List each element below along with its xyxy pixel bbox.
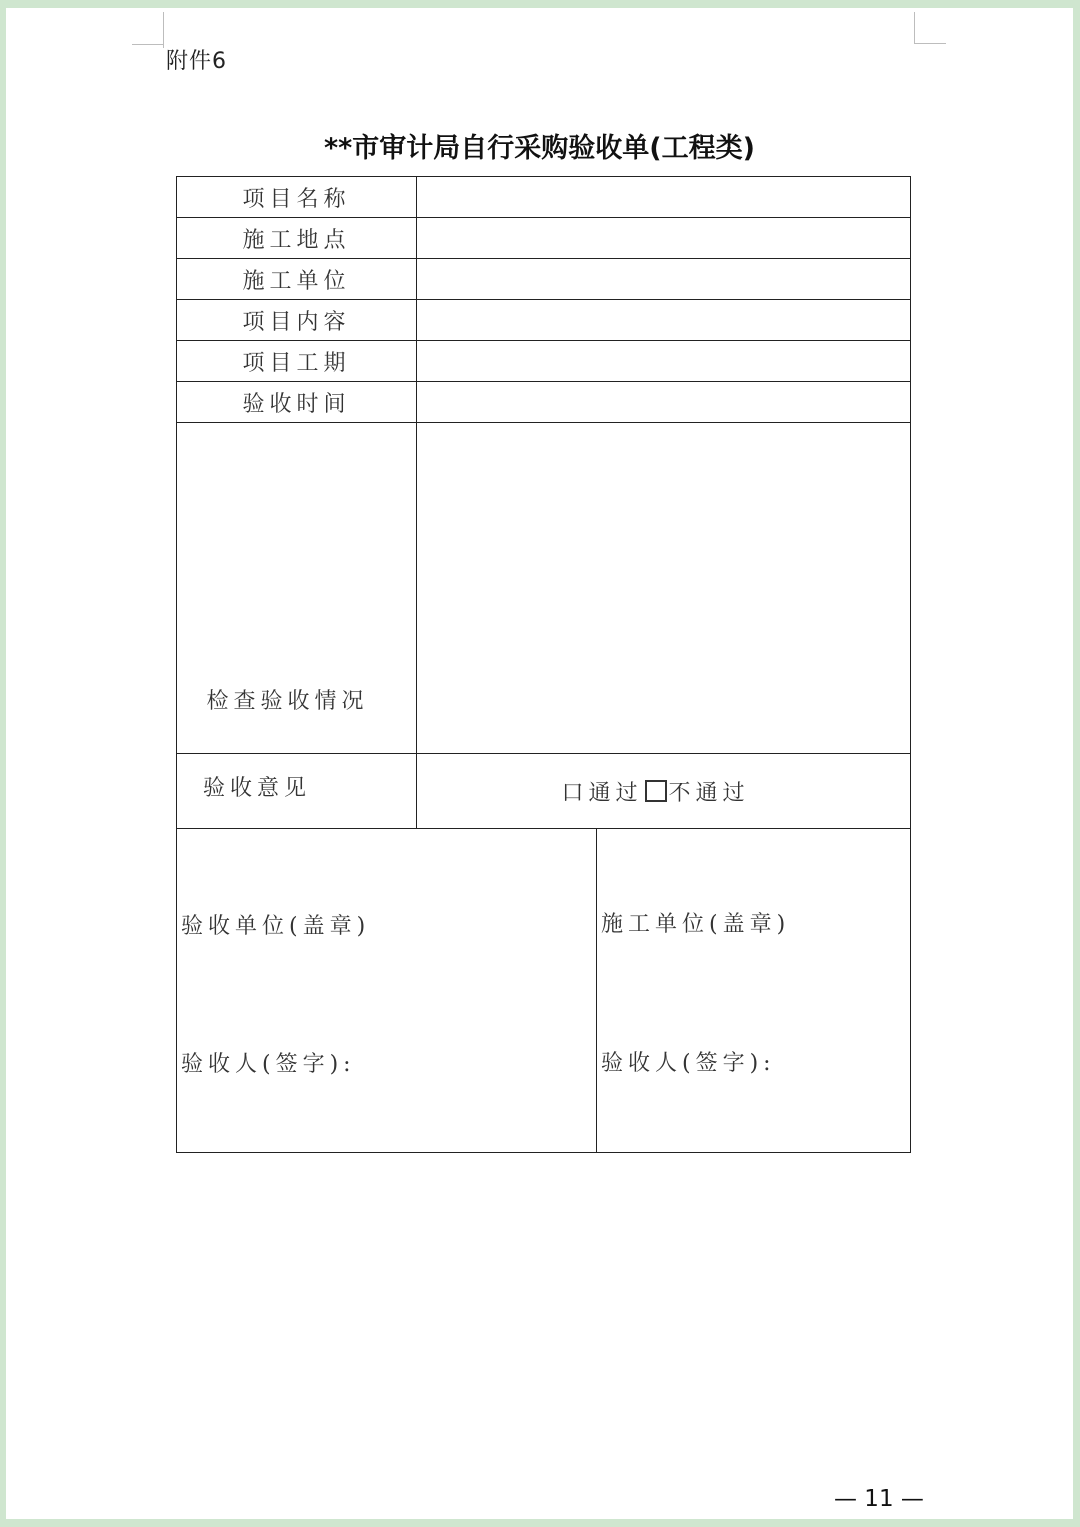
field-contractor[interactable] — [417, 259, 911, 300]
field-acceptance-time[interactable] — [417, 382, 911, 423]
crop-mark — [914, 12, 915, 44]
label-project-duration: 项目工期 — [177, 341, 417, 382]
fail-checkbox[interactable] — [645, 780, 667, 802]
form-row-inspection — [177, 423, 911, 754]
field-construction-site[interactable] — [417, 218, 911, 259]
field-opinion — [417, 754, 911, 829]
page-number: — 11 — — [834, 1486, 924, 1512]
pass-checkbox[interactable]: 口 — [561, 780, 589, 806]
label-opinion: 验收意见 — [177, 754, 417, 829]
label-inspection: 检查验收情况 — [177, 423, 417, 754]
form-row-site — [177, 218, 911, 259]
form-row-project-name — [177, 177, 911, 218]
label-contractor: 施工单位 — [177, 259, 417, 300]
acceptance-form-table — [176, 176, 911, 1153]
form-row-signatures — [177, 829, 911, 1153]
field-inspection[interactable] — [417, 423, 911, 754]
acceptance-unit-seal: 验收单位(盖章) — [181, 914, 371, 939]
form-row-acceptance-time — [177, 382, 911, 423]
label-acceptance-time: 验收时间 — [177, 382, 417, 423]
fail-label: 不通过 — [668, 780, 750, 806]
form-row-duration — [177, 341, 911, 382]
field-project-name[interactable] — [417, 177, 911, 218]
crop-mark — [163, 12, 164, 48]
label-construction-site: 施工地点 — [177, 218, 417, 259]
signature-block-acceptance — [177, 829, 597, 1153]
crop-mark — [914, 43, 946, 44]
signature-block-contractor — [597, 829, 911, 1153]
field-project-content[interactable] — [417, 300, 911, 341]
attachment-label: 附件6 — [166, 49, 227, 74]
crop-mark — [132, 44, 164, 45]
pass-label: 通过 — [588, 780, 643, 806]
form-row-content — [177, 300, 911, 341]
document-page — [6, 8, 1073, 1519]
form-row-opinion — [177, 754, 911, 829]
label-project-name: 项目名称 — [177, 177, 417, 218]
contractor-person-signature: 验收人(签字): — [601, 1051, 776, 1076]
contractor-unit-seal: 施工单位(盖章) — [601, 912, 791, 937]
document-title: **市审计局自行采购验收单(工程类) — [324, 133, 755, 164]
acceptance-person-signature: 验收人(签字): — [181, 1052, 356, 1077]
field-project-duration[interactable] — [417, 341, 911, 382]
form-row-contractor — [177, 259, 911, 300]
label-project-content: 项目内容 — [177, 300, 417, 341]
